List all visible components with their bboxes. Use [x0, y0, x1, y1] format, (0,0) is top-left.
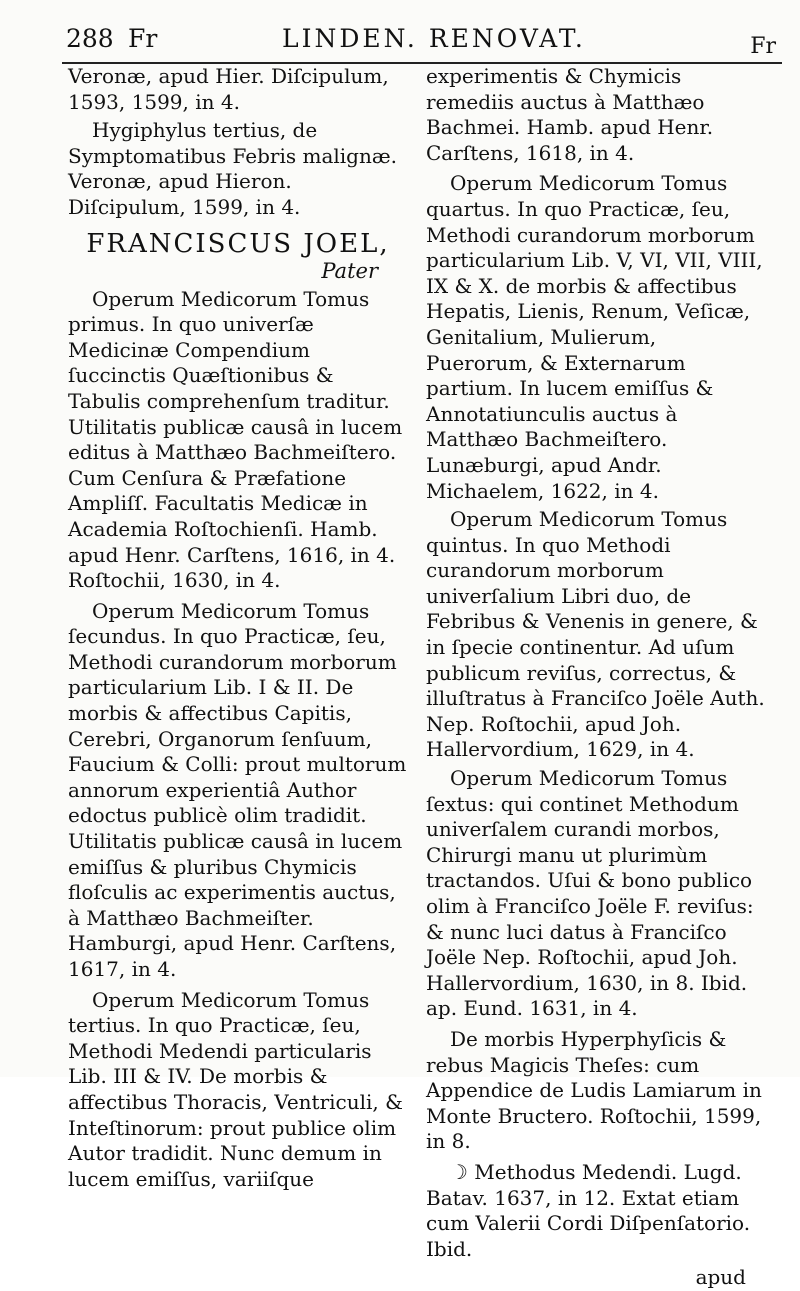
entry-tomus-secundus: Operum Medicorum Tomus ſecundus. In quo Practicæ, ſeu, Methodi curandorum morborum particularium Lib. I & II. De morbis & affectibus Capitis, Cerebri, Organorum ſenſuum, Faucium & Colli: prout multorum annorum experientiâ Author edoctus publicè olim tradidit. Utilitatis publicæ causâ in lucem emiſſus & pluribus Chymicis floſculis ac experimentis auctus, à Matthæo Bachmeiſter. Hamburgi, apud Henr. Carſtens, 1617, in 4.: [68, 598, 407, 981]
entry-tomus-quintus: Operum Medicorum Tomus quintus. In quo Methodi curandorum morborum univerſalium Libri duo, de Febribus & Venenis in genere, & in ſpecie continentur. Ad uſum publicum reviſus, correctus, & illuſtratus à Franciſco Joële Auth. Nep. Roſtochii, apud Joh. Hallervordium, 1629, in 4.: [426, 507, 765, 762]
left-column: [68, 64, 408, 1195]
author-subheading: Pater: [321, 258, 378, 283]
page-number: 288: [66, 24, 114, 53]
running-head: LINDEN. RENOVAT.: [282, 24, 586, 53]
entry-tomus-tertius: Operum Medicorum Tomus tertius. In quo Practicæ, ſeu, Methodi Medendi particularis Lib. III & IV. De morbis & affectibus Thoracis, Ventriculi, & Inteſtinorum: prout publice olim Autor tradidit. Nunc demum in lucem emiſſus, variiſque: [68, 987, 403, 1191]
entry-de-morbis-hyperphysicis: De morbis Hyperphyſicis & rebus Magicis Theſes: cum Appendice de Ludis Lamiarum in Monte Bructero. Roſtochii, 1599, in 8.: [426, 1026, 762, 1154]
author-heading: FRANCISCUS JOEL,: [86, 228, 390, 259]
catchword: apud: [695, 1265, 746, 1290]
page-header: [62, 22, 782, 64]
entry-methodus-medendi: ☽ Methodus Medendi. Lugd. Batav. 1637, in 12. Extat etiam cum Valerii Cordi Diſpenſatorio. Ibid.: [426, 1159, 751, 1261]
header-catch-letters: Fr: [750, 34, 776, 59]
entry-hygiphylus: Hygiphylus tertius, de Symptomatibus Febris malignæ. Veronæ, apud Hieron. Diſcipulum, 1599, in 4.: [68, 118, 397, 219]
right-column: [426, 64, 766, 1291]
entry-tomus-sextus: Operum Medicorum Tomus ſextus: qui continet Methodum univerſalem curandi morbos, Chirurgi manu ut plurimùm tractandos. Uſui & bono publico olim à Franciſco Joële F. reviſus: & nunc luci datus à Franciſco Joële Nep. Roſtochii, apud Joh. Hallervordium, 1630, in 8. Ibid. ap. Eund. 1631, in 4.: [426, 766, 754, 1021]
entry-continuation: Veronæ, apud Hier. Diſcipulum, 1593, 1599, in 4.: [68, 64, 389, 114]
entry-tomus-primus: Operum Medicorum Tomus primus. In quo univerſæ Medicinæ Compendium ſuccinctis Quæſtionibus & Tabulis comprehenſum traditur. Utilitatis publicæ causâ in lucem editus à Matthæo Bachmeiſtero. Cum Cenſura & Præfatione Ampliſſ. Facultatis Medicæ in Academia Roſtochienſi. Hamb. apud Henr. Carſtens, 1616, in 4. Roſtochii, 1630, in 4.: [68, 286, 403, 593]
header-left-mark: Fr: [128, 24, 158, 53]
entry-continuation: experimentis & Chymicis remediis auctus à Matthæo Bachmei. Hamb. apud Henr. Carſtens, 1618, in 4.: [426, 64, 714, 165]
entry-tomus-quartus: Operum Medicorum Tomus quartus. In quo Practicæ, ſeu, Methodi curandorum morborum particularium Lib. V, VI, VII, VIII, IX & X. de morbis & affectibus Hepatis, Lienis, Renum, Veſicæ, Genitalium, Mulierum, Puerorum, & Externarum partium. In lucem emiſſus & Annotatiunculis auctus à Matthæo Bachmeiſtero. Lunæburgi, apud Andr. Michaelem, 1622, in 4.: [426, 171, 763, 503]
